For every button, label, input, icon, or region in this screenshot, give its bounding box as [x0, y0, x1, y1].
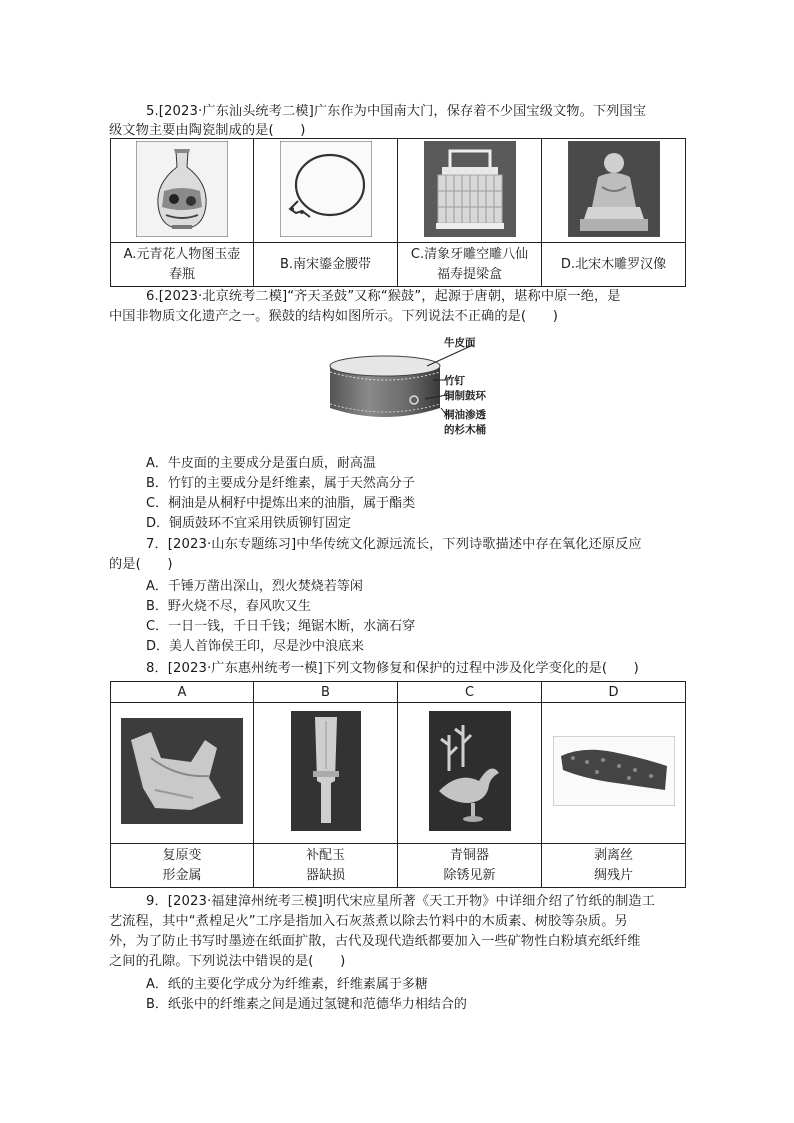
q8-stem-line1: 8．[2023·广东惠州统考一模]下列文物修复和保护的过程中涉及化学变化的是( ) [146, 661, 639, 676]
q8-options-table [110, 681, 686, 888]
silk-fragment-image [553, 736, 675, 806]
q5-caption-c: C.清象牙雕空雕八仙 福寿提梁盒 [398, 243, 542, 287]
label-barrel-line2: 的杉木桶 [444, 424, 486, 436]
porcelain-vase-image [136, 141, 228, 237]
q9-stem-line2: 艺流程，其中“煮楻足火”工序是指加入石灰蒸煮以除去竹料中的木质素、树胶等杂质。另 [109, 914, 628, 929]
q8-header-c: C [398, 682, 542, 703]
q7-option-b: B．野火烧不尽，春风吹又生 [146, 599, 311, 614]
label-barrel-line1: 桐油渗透 [444, 409, 486, 421]
q8-header-b: B [254, 682, 398, 703]
q5-stem-line1: 5.[2023·广东汕头统考二模]广东作为中国南大门，保存着不少国宝级文物。下列国宝 [146, 104, 647, 119]
q8-image-cell-c [398, 703, 542, 844]
q9-stem-line4: 之间的孔隙。下列说法中错误的是( ) [109, 954, 346, 969]
label-bamboo-nail: 竹钉 [444, 375, 465, 387]
q9-stem-line3: 外，为了防止书写时墨迹在纸面扩散，古代及现代造纸都要加入一些矿物性白粉填充纸纤维 [109, 934, 641, 949]
q6-option-d: D．铜质鼓环不宜采用铁质铆钉固定 [146, 516, 352, 531]
q6-stem-line1: 6.[2023·北京统考二模]“齐天圣鼓”又称“猴鼓”，起源于唐朝，堪称中原一绝，是 [146, 289, 621, 304]
q5-options-table [110, 138, 686, 287]
bronze-bird-image [429, 711, 511, 831]
label-cowhide-top: 牛皮面 [444, 337, 476, 349]
q6-option-a: A．牛皮面的主要成分是蛋白质，耐高温 [146, 456, 376, 471]
q6-stem-line2: 中国非物质文化遗产之一。猴鼓的结构如图所示。下列说法不正确的是( ) [109, 309, 558, 324]
q7-option-a: A．千锤万凿出深山，烈火焚烧若等闲 [146, 579, 363, 594]
q5-image-cell-b [254, 139, 398, 243]
q5-image-cell-c [398, 139, 542, 243]
q8-header-a: A [111, 682, 254, 703]
wooden-arhat-image [568, 141, 660, 237]
q5-image-cell-a [111, 139, 254, 243]
deformed-metal-image [121, 718, 243, 824]
q8-image-cell-d [542, 703, 686, 844]
q8-caption-b: 补配玉 器缺损 [254, 844, 398, 888]
q5-stem-line2: 级文物主要由陶瓷制成的是( ) [109, 123, 306, 138]
label-copper-ring: 铜制鼓环 [444, 390, 486, 402]
q8-caption-d: 剥离丝 绸残片 [542, 844, 686, 888]
q9-stem-line1: 9．[2023·福建漳州统考三模]明代宋应星所著《天工开物》中详细介绍了竹纸的制造工 [146, 894, 656, 909]
q9-option-a: A．纸的主要化学成分为纤维素，纤维素属于多糖 [146, 977, 428, 992]
q6-option-b: B．竹钉的主要成分是纤维素，属于天然高分子 [146, 476, 415, 491]
q8-image-cell-b [254, 703, 398, 844]
q6-option-c: C．桐油是从桐籽中提炼出来的油脂，属于酯类 [146, 496, 416, 511]
q5-image-cell-d [542, 139, 686, 243]
q8-caption-a: 复原变 形金属 [111, 844, 254, 888]
q5-caption-d: D.北宋木雕罗汉像 [542, 243, 686, 287]
ivory-box-image [424, 141, 516, 237]
q7-option-d: D．美人首饰侯王印，尽是沙中浪底来 [146, 639, 365, 654]
q5-caption-a: A.元青花人物图玉壶 春瓶 [111, 243, 254, 287]
q5-caption-b: B.南宋鎏金腰带 [254, 243, 398, 287]
q7-option-c: C．一日一钱，千日千钱；绳锯木断，水滴石穿 [146, 619, 416, 634]
q9-option-b: B．纸张中的纤维素之间是通过氢键和范德华力相结合的 [146, 997, 467, 1012]
q8-caption-c: 青铜器 除锈见新 [398, 844, 542, 888]
gilded-belt-image [280, 141, 372, 237]
q8-header-d: D [542, 682, 686, 703]
jade-artifact-image [291, 711, 361, 831]
q7-stem-line1: 7．[2023·山东专题练习]中华传统文化源远流长，下列诗歌描述中存在氧化还原反应 [146, 537, 642, 552]
q8-image-cell-a [111, 703, 254, 844]
q7-stem-line2: 的是( ) [109, 557, 173, 572]
